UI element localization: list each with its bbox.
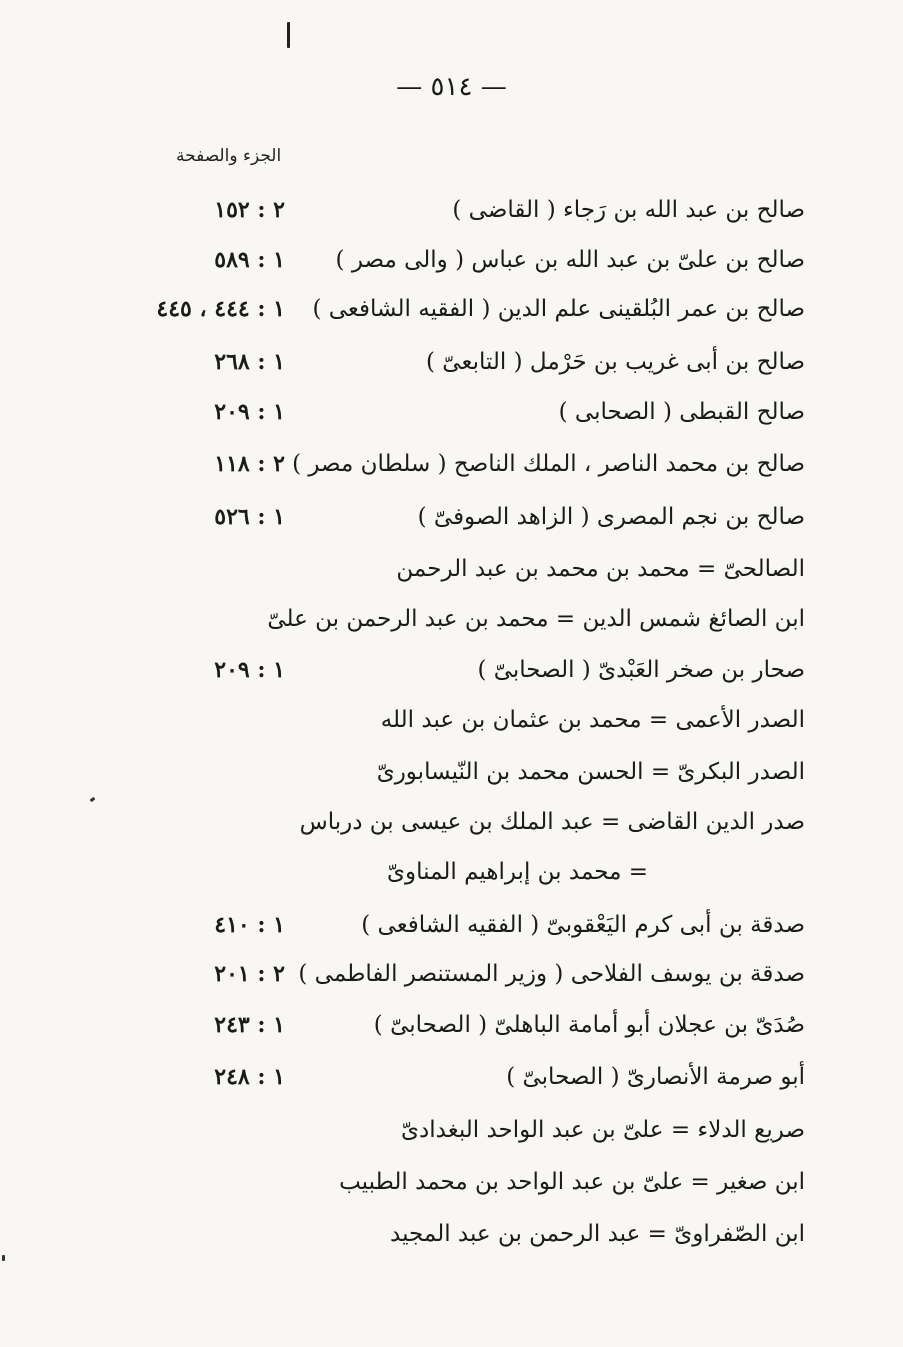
entry-reference: ١ : ٤٤٤ ، ٤٤٥ (156, 296, 285, 322)
index-entry (0, 287, 903, 331)
index-entry (0, 800, 903, 844)
index-entry (0, 698, 903, 742)
entry-name: صُدَىّ بن عجلان أبو أمامة الباهلىّ ( الصحابىّ ) (373, 1012, 805, 1038)
index-entry (0, 850, 903, 894)
entry-name: ابن الصّفراوىّ = عبد الرحمن بن عبد المجيد (390, 1221, 805, 1247)
index-entry (0, 1003, 903, 1047)
page-number: — ٥١٤ — (396, 72, 507, 102)
entry-name: صالح القبطى ( الصحابى ) (558, 399, 805, 425)
entry-reference: ١ : ٢٠٩ (214, 657, 285, 683)
entry-reference: ٢ : ١١٨ (214, 451, 285, 477)
index-entry (0, 390, 903, 434)
entry-name: صريع الدلاء = علىّ بن عبد الواحد البغدادىّ (401, 1117, 805, 1143)
entry-name: ابن صغير = علىّ بن عبد الواحد بن محمد الطبيب (339, 1169, 805, 1195)
entry-name: أبو صرمة الأنصارىّ ( الصحابىّ ) (506, 1064, 805, 1090)
entry-name: صالح بن علىّ بن عبد الله بن عباس ( والى مصر ) (335, 247, 805, 273)
entry-reference: ١ : ٢٤٣ (214, 1012, 285, 1038)
entry-name: صالح بن عبد الله بن رَجاء ( القاضى ) (452, 197, 805, 223)
entry-name: صالح بن عمر البُلقينى علم الدين ( الفقيه الشافعى ) (312, 296, 805, 322)
entry-name: صحار بن صخر العَبْدىّ ( الصحابىّ ) (477, 657, 805, 683)
entry-reference: ١ : ٢٠٩ (214, 399, 285, 425)
entry-name: ابن الصائغ شمس الدين = محمد بن عبد الرحمن بن علىّ (267, 606, 805, 632)
index-entry (0, 648, 903, 692)
entry-name: صالح بن محمد الناصر ، الملك الناصح ( سلطان مصر ) (292, 451, 805, 477)
index-entry (0, 1212, 903, 1256)
entry-reference: ١ : ٥٢٦ (214, 504, 285, 530)
index-entry (0, 340, 903, 384)
entry-reference: ١ : ٢٦٨ (214, 349, 285, 375)
entry-name: صالح بن نجم المصرى ( الزاهد الصوفىّ ) (417, 504, 805, 530)
entry-reference: ٢ : ١٥٢ (214, 197, 285, 223)
index-entry (0, 1055, 903, 1099)
index-entry (0, 188, 903, 232)
entry-name: = محمد بن إبراهيم المناوىّ (387, 859, 648, 885)
entry-name: الصدر الأعمى = محمد بن عثمان بن عبد الله (380, 707, 805, 733)
entry-reference: ١ : ٤١٠ (214, 912, 285, 938)
entry-reference: ١ : ٥٨٩ (214, 247, 285, 273)
entry-name: صالح بن أبى غريب بن حَرْمل ( التابعىّ ) (426, 349, 805, 375)
entry-reference: ٢ : ٢٠١ (214, 961, 285, 987)
index-entry (0, 750, 903, 794)
entry-name: صدقة بن يوسف الفلاحى ( وزير المستنصر الفاطمى ) (298, 961, 805, 987)
index-entry (0, 952, 903, 996)
index-entry (0, 903, 903, 947)
index-entry (0, 442, 903, 486)
entry-reference: ١ : ٢٤٨ (214, 1064, 285, 1090)
margin-mark (287, 22, 290, 48)
entry-name: الصالحىّ = محمد بن محمد بن عبد الرحمن (396, 556, 805, 582)
index-entry (0, 1108, 903, 1152)
entry-name: الصدر البكرىّ = الحسن محمد بن النّيسابورىّ (376, 759, 805, 785)
index-entry (0, 547, 903, 591)
column-header: الجزء والصفحة (176, 146, 282, 166)
entry-name: صدر الدين القاضى = عبد الملك بن عيسى بن درباس (299, 809, 805, 835)
index-entry (0, 495, 903, 539)
index-entry (0, 1160, 903, 1204)
index-entry (0, 597, 903, 641)
entry-name: صدقة بن أبى كرم اليَعْقوبىّ ( الفقيه الشافعى ) (361, 912, 805, 938)
index-entry (0, 238, 903, 282)
